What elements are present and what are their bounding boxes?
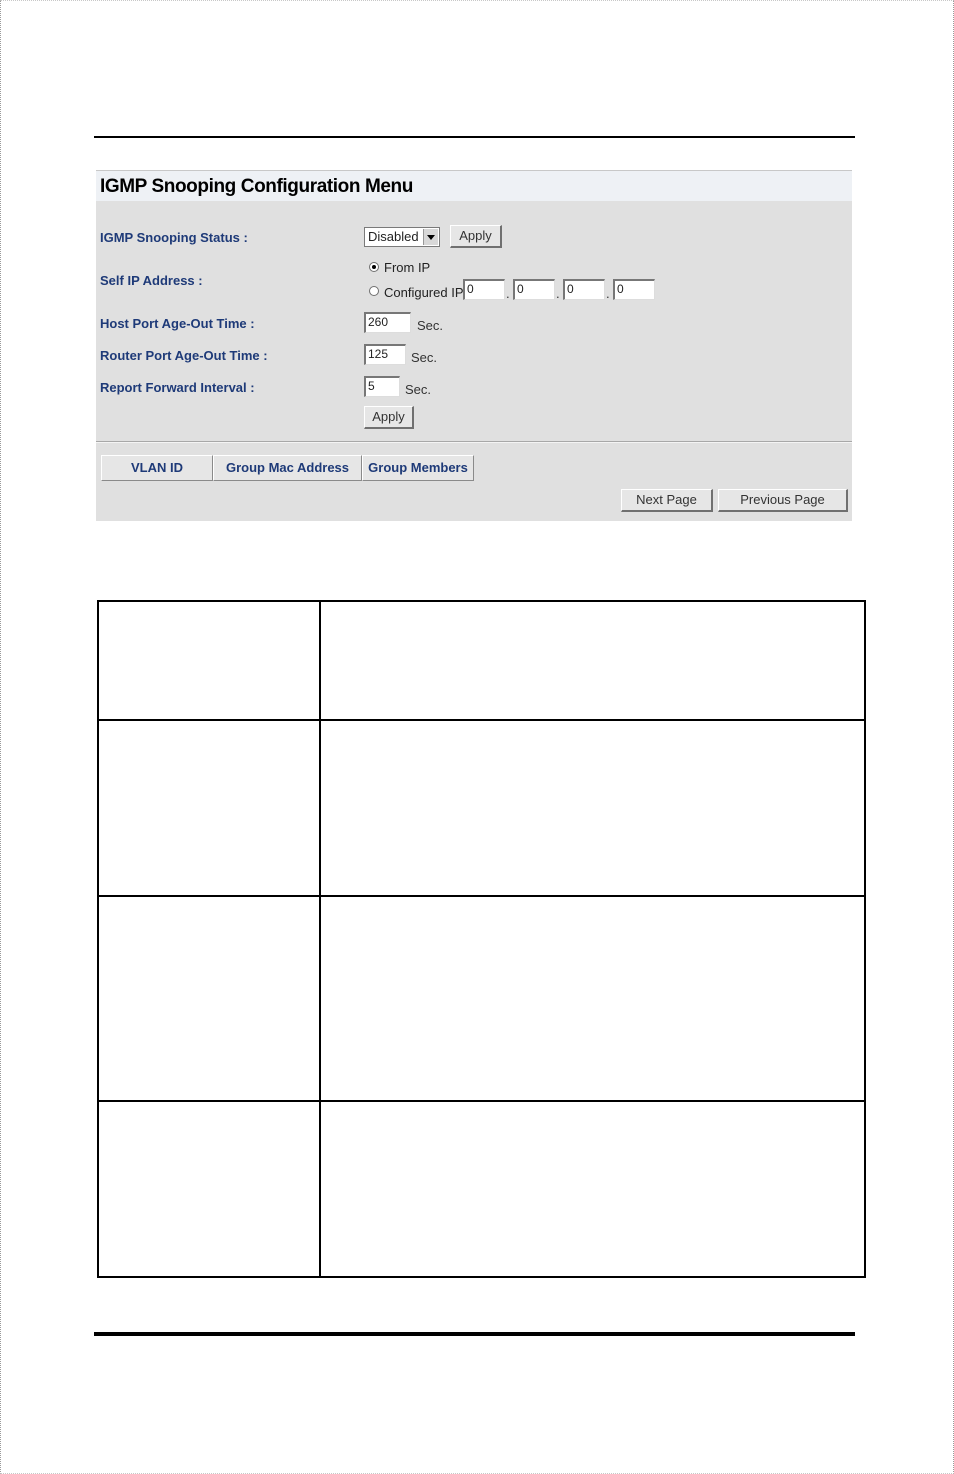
table-cell [320,896,865,1101]
settings-apply-button[interactable]: Apply [364,406,414,429]
configured-ip-label: Configured IP [384,285,464,300]
chevron-down-icon[interactable] [423,229,438,245]
table-row [98,1101,865,1277]
from-ip-label: From IP [384,260,431,275]
host-port-ageout-input[interactable]: 260 [364,312,411,333]
report-forward-interval-label: Report Forward Interval : [100,380,255,395]
table-row [98,601,865,720]
router-port-ageout-label: Router Port Age-Out Time : [100,348,268,363]
ip-dot-3: . [606,286,610,301]
table-cell [98,1101,320,1277]
snooping-status-label: IGMP Snooping Status : [100,230,248,245]
panel-title-bar [96,171,852,201]
table-cell [98,720,320,896]
configured-ip-radio[interactable] [369,286,379,296]
column-header-vlan-id: VLAN ID [101,455,213,481]
report-forward-interval-unit: Sec. [405,382,432,397]
table-row [98,896,865,1101]
table-cell [320,720,865,896]
host-port-ageout-label: Host Port Age-Out Time : [100,316,255,331]
ip-octet-3-input[interactable]: 0 [563,279,605,300]
report-forward-interval-input[interactable]: 5 [364,376,400,397]
ip-dot-1: . [506,286,510,301]
ip-octet-4-input[interactable]: 0 [613,279,655,300]
router-port-ageout-input[interactable]: 125 [364,344,406,365]
next-page-button[interactable]: Next Page [621,489,713,512]
description-table [97,600,866,1278]
table-cell [98,601,320,720]
table-row [98,720,865,896]
table-cell [98,896,320,1101]
from-ip-radio[interactable] [369,262,379,272]
previous-page-button[interactable]: Previous Page [718,489,848,512]
footer-rule [94,1332,855,1336]
ip-octet-2-input[interactable]: 0 [513,279,555,300]
header-rule [94,136,855,138]
table-cell [320,601,865,720]
column-header-group-members: Group Members [362,455,474,481]
host-port-ageout-unit: Sec. [417,318,444,333]
self-ip-label: Self IP Address : [100,273,203,288]
panel-title: IGMP Snooping Configuration Menu [100,176,413,197]
column-header-group-mac-address: Group Mac Address [213,455,362,481]
router-port-ageout-unit: Sec. [411,350,438,365]
snooping-status-select[interactable] [364,227,440,247]
panel-divider-highlight [96,442,852,443]
ip-octet-1-input[interactable]: 0 [463,279,505,300]
igmp-config-panel [96,170,852,521]
snooping-status-apply-button[interactable]: Apply [450,225,502,248]
snooping-status-value: Disabled [368,229,419,244]
table-cell [320,1101,865,1277]
ip-dot-2: . [556,286,560,301]
